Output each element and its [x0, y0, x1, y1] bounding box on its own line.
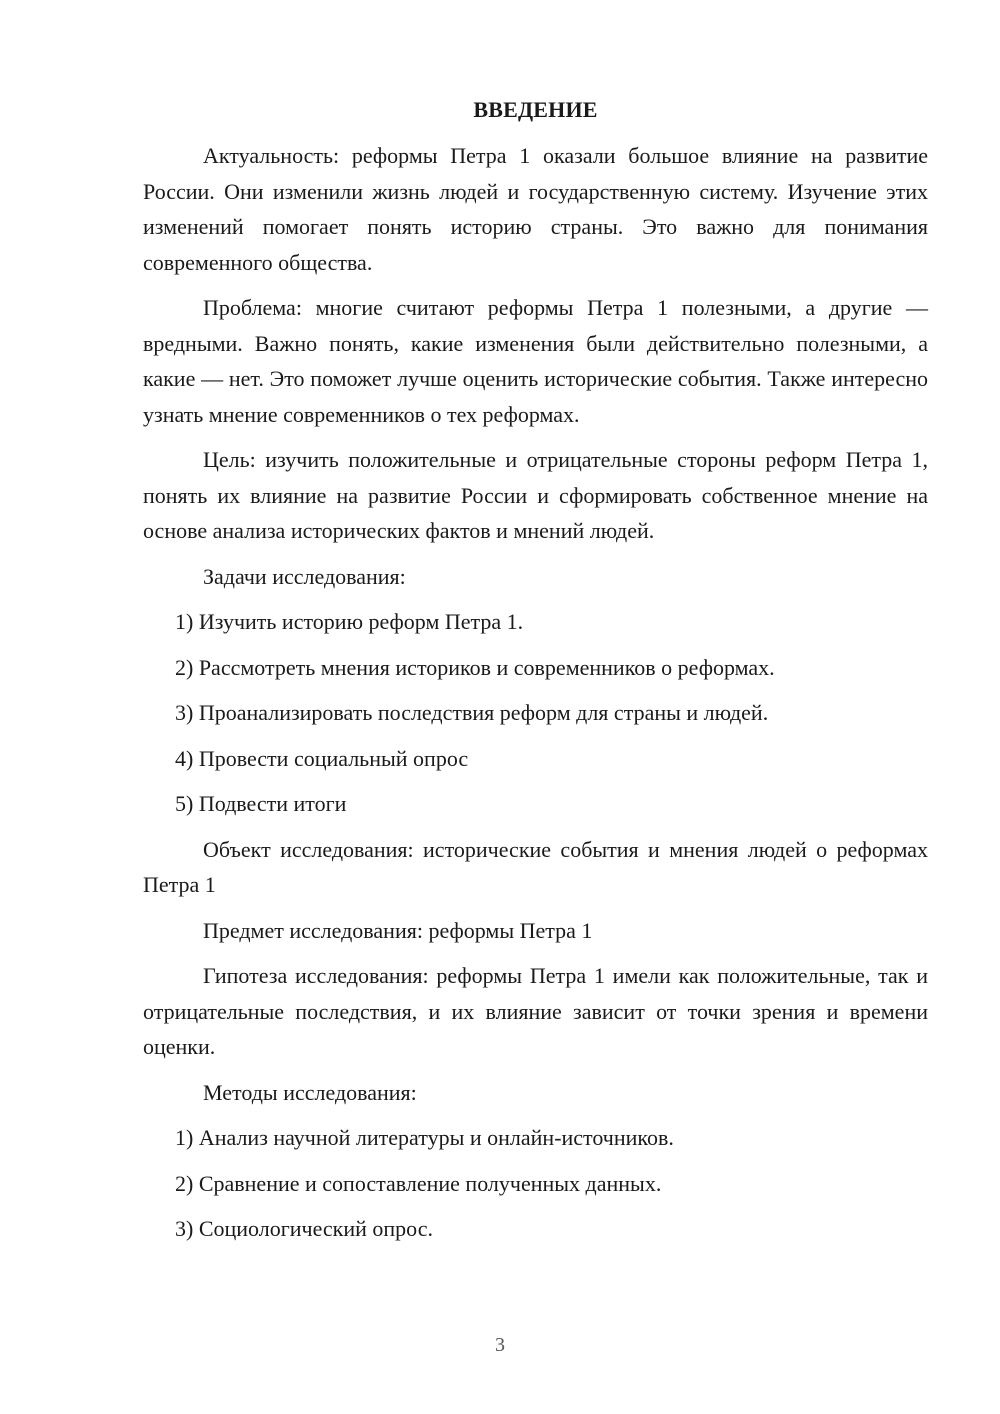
task-item-3: 3) Проанализировать последствия реформ для страны и людей.	[175, 700, 769, 725]
hypothesis-paragraph: Гипотеза исследования: реформы Петра 1 имели как положительные, так и отрицательные последствия, и их влияние зависит от точки зрения и времени оценки.	[143, 963, 928, 1059]
tasks-heading: Задачи исследования:	[203, 563, 406, 589]
task-item-5: 5) Подвести итоги	[175, 791, 347, 816]
method-item-3: 3) Социологический опрос.	[175, 1216, 433, 1241]
methods-heading: Методы исследования:	[203, 1079, 417, 1105]
section-title: ВВЕДЕНИЕ	[473, 97, 598, 122]
methods-list	[143, 1120, 928, 1247]
subject-paragraph: Предмет исследования: реформы Петра 1	[203, 917, 593, 943]
task-item-4: 4) Провести социальный опрос	[175, 745, 469, 771]
page-number: 3	[495, 1334, 505, 1356]
relevance-paragraph: Актуальность: реформы Петра 1 оказали большое влияние на развитие России. Они изменили жизнь людей и государственную систему. Изучение этих изменений помогает понять историю страны. Это важно для понимания современного общества.	[143, 143, 928, 275]
task-item-2: 2) Рассмотреть мнения историков и современников о реформах.	[175, 654, 775, 680]
goal-paragraph: Цель: изучить положительные и отрицательные стороны реформ Петра 1, понять их влияние на развитие России и сформировать собственное мнение на основе анализа исторических фактов и мнений людей.	[143, 447, 928, 543]
tasks-list	[143, 604, 928, 822]
method-item-2: 2) Сравнение и сопоставление полученных данных.	[175, 1170, 662, 1196]
problem-paragraph: Проблема: многие считают реформы Петра 1 полезными, а другие — вредными. Важно понять, какие изменения были действительно полезными, а какие — нет. Это поможет лучше оценить исторические события. Также интересно узнать мнение современников о тех реформах.	[143, 295, 928, 427]
document-body	[143, 95, 928, 1257]
task-item-1: 1) Изучить историю реформ Петра 1.	[175, 609, 524, 634]
object-paragraph: Объект исследования: исторические события и мнения людей о реформах Петра 1	[143, 836, 928, 897]
method-item-1: 1) Анализ научной литературы и онлайн-источников.	[175, 1125, 674, 1150]
